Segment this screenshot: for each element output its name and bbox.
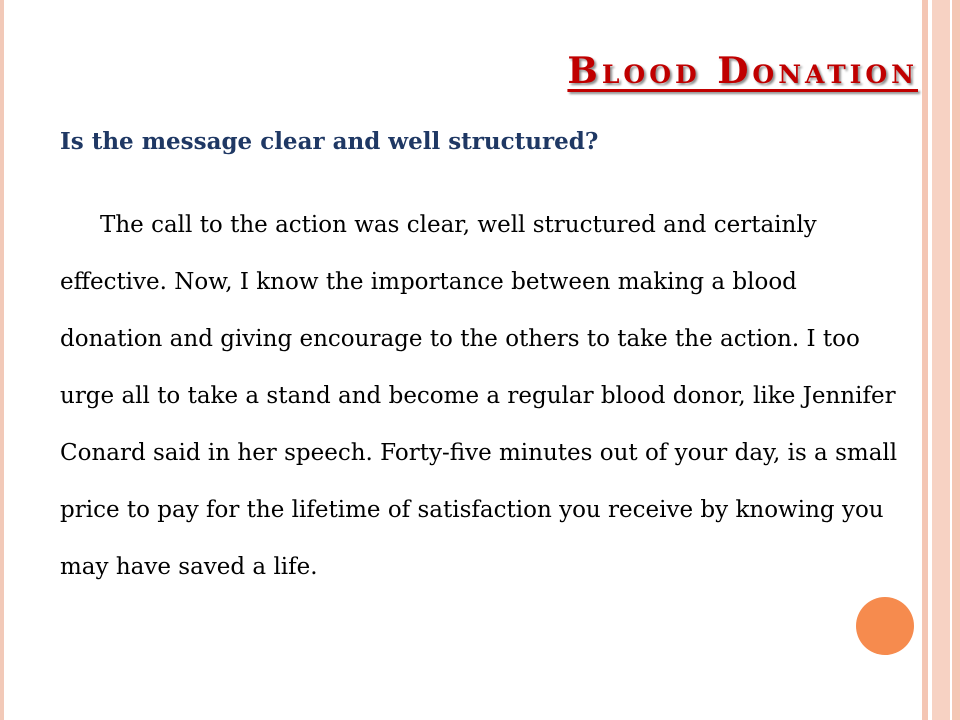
decorative-circle-icon — [856, 597, 914, 655]
slide-body-text: The call to the action was clear, well structured and certainly effective. Now, I know the importance between making a blood donation and giving encourage to the others to take the action. I too urge all to take a stand and become a regular blood donor, like Jennifer Conard said in her speech. Forty-five minutes out of your day, is a small price to pay for the lifetime of satisfaction you receive by knowing you may have saved a life. — [60, 212, 898, 580]
slide-right-border-inner — [922, 0, 928, 720]
slide-left-border — [0, 0, 4, 720]
slide-right-border-outer — [932, 0, 950, 720]
slide-right-border-edge — [952, 0, 960, 720]
slide-title: Blood Donation — [567, 50, 918, 92]
slide-subtitle: Is the message clear and well structured? — [60, 128, 599, 155]
